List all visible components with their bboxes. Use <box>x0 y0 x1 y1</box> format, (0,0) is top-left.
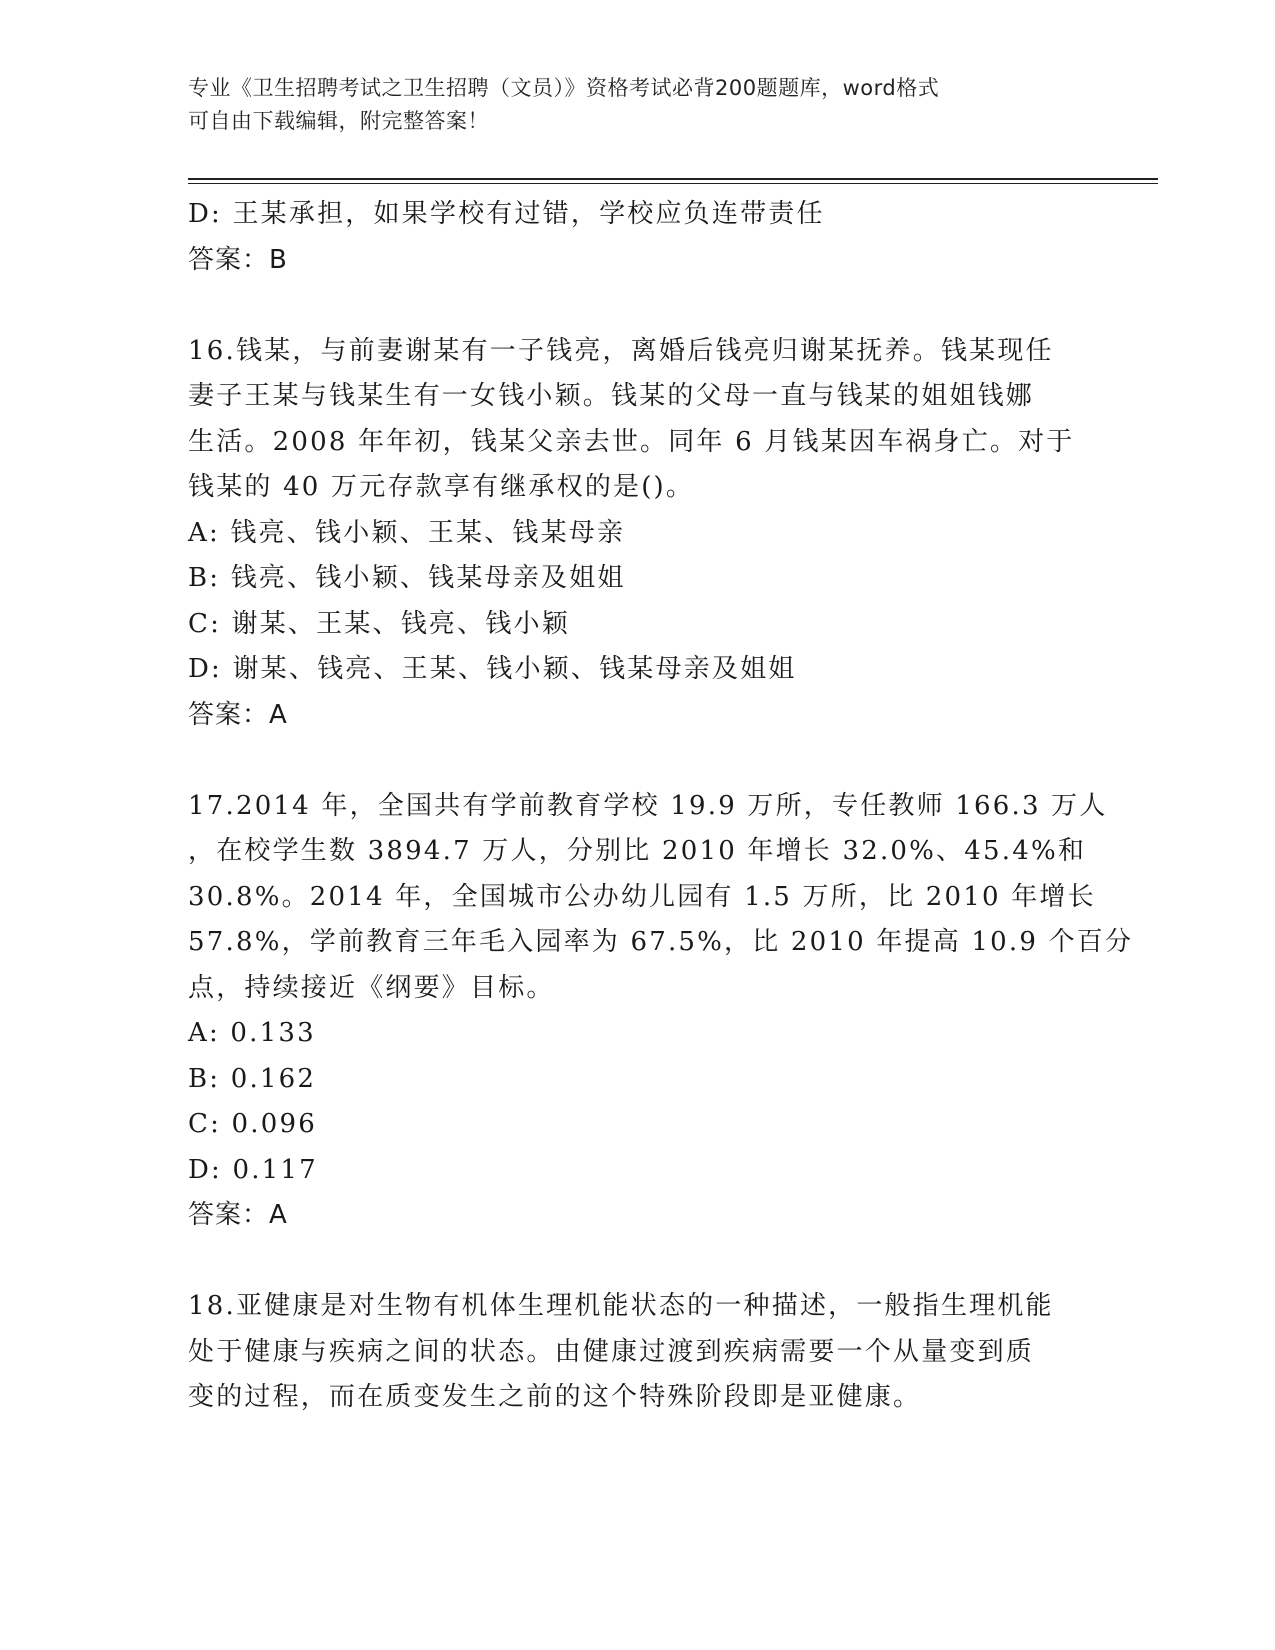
option-d: D: 王某承担，如果学校有过错，学校应负连带责任 <box>188 199 825 229</box>
option-c: C: 0.096 <box>188 1109 317 1139</box>
document-header <box>188 72 1068 138</box>
question-17 <box>188 784 1134 1239</box>
question-15-tail <box>188 192 1088 283</box>
option-b: B: 钱亮、钱小颖、钱某母亲及姐姐 <box>188 563 626 593</box>
question-text-line: ，在校学生数 3894.7 万人，分别比 2010 年增长 32.0%、45.4%和 <box>188 836 1087 866</box>
question-text-line: 点，持续接近《纲要》目标。 <box>188 972 555 1003</box>
header-rule-thick <box>188 178 1158 180</box>
answer-label: 答案：B <box>188 244 288 275</box>
option-a: A: 钱亮、钱小颖、王某、钱某母亲 <box>188 517 626 548</box>
question-text-line: 18.亚健康是对生物有机体生理机能状态的一种描述，一般指生理机能 <box>188 1291 1054 1321</box>
option-d: D: 谢某、钱亮、王某、钱小颖、钱某母亲及姐姐 <box>188 654 797 684</box>
question-16 <box>188 329 1088 739</box>
question-text-line: 57.8%，学前教育三年毛入园率为 67.5%，比 2010 年提高 10.9 个百分 <box>188 927 1134 957</box>
option-b: B: 0.162 <box>188 1063 317 1094</box>
question-text-line: 处于健康与疾病之间的状态。由健康过渡到疾病需要一个从量变到质 <box>188 1336 1035 1367</box>
header-rule-thin <box>188 183 1158 184</box>
question-text-line: 变的过程，而在质变发生之前的这个特殊阶段即是亚健康。 <box>188 1382 922 1412</box>
question-text-line: 16.钱某，与前妻谢某有一子钱亮，离婚后钱亮归谢某抚养。钱某现任 <box>188 335 1054 366</box>
answer-label: 答案：A <box>188 699 288 730</box>
header-line-1: 专业《卫生招聘考试之卫生招聘（文员）》资格考试必背200题题库，word格式 <box>188 76 940 100</box>
question-text-line: 钱某的 40 万元存款享有继承权的是()。 <box>188 472 695 502</box>
question-text-line: 妻子王某与钱某生有一女钱小颖。钱某的父母一直与钱某的姐姐钱娜 <box>188 381 1035 411</box>
header-line-2: 可自由下载编辑，附完整答案！ <box>188 109 489 133</box>
option-d: D: 0.117 <box>188 1154 318 1185</box>
question-text-line: 30.8%。2014 年，全国城市公办幼儿园有 1.5 万所，比 2010 年增长 <box>188 881 1096 912</box>
question-text-line: 生活。2008 年年初，钱某父亲去世。同年 6 月钱某因车祸身亡。对于 <box>188 426 1075 457</box>
option-c: C: 谢某、王某、钱亮、钱小颖 <box>188 608 570 639</box>
question-text-line: 17.2014 年，全国共有学前教育学校 19.9 万所，专任教师 166.3 万人 <box>188 790 1108 821</box>
answer-label: 答案：A <box>188 1200 288 1230</box>
question-content <box>188 192 1134 1421</box>
option-a: A: 0.133 <box>188 1018 316 1048</box>
question-18 <box>188 1284 1088 1421</box>
